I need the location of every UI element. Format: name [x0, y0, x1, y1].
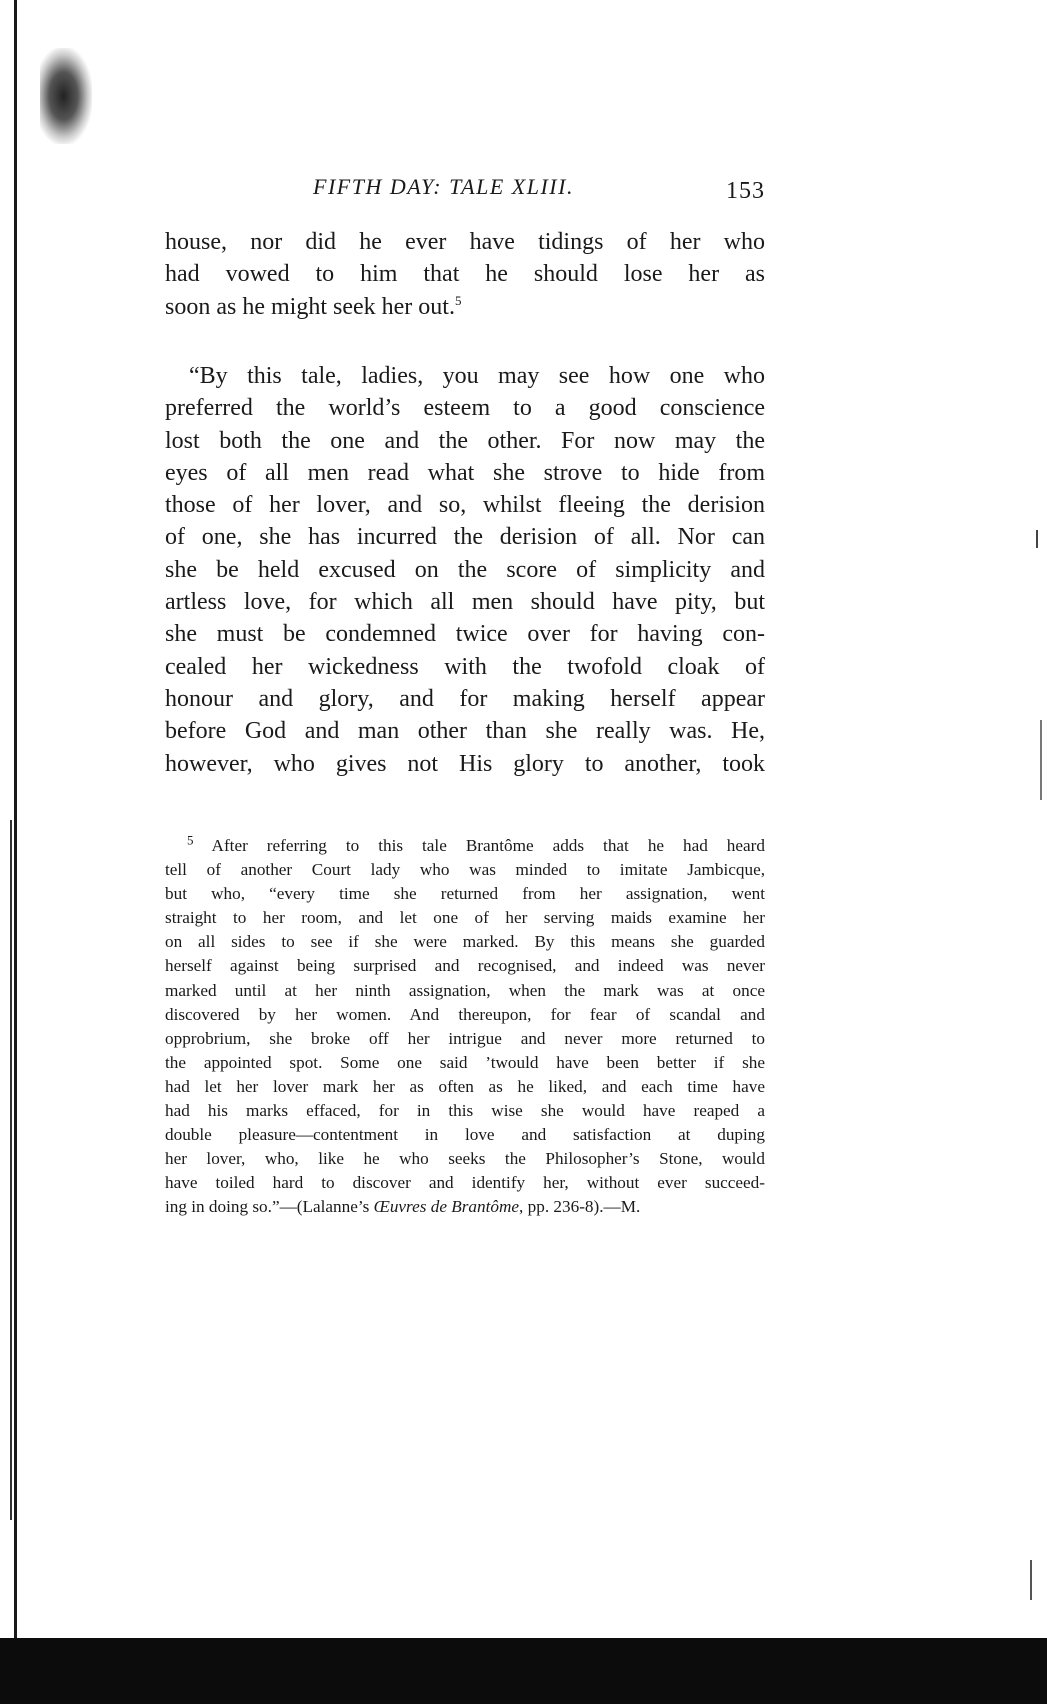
footnote-citation-title: Œuvres de Brantôme — [373, 1197, 520, 1217]
footnote-line — [165, 834, 765, 858]
footnote-reference[interactable]: 5 — [454, 292, 462, 308]
running-title: FIFTH DAY: TALE XLIII. — [313, 174, 574, 199]
scan-mark — [1040, 720, 1042, 800]
text-line: had vowed to him that he should lose her as — [165, 261, 765, 288]
text-line: she must be condemned twice over for having con- — [165, 621, 765, 648]
footnote-line: tell of another Court lady who was minded to imitate Jambicque, — [165, 860, 765, 880]
footnote-line — [165, 1195, 765, 1219]
text-line: cealed her wickedness with the twofold cloak of — [165, 653, 765, 680]
scan-bottom-band — [0, 1638, 1047, 1704]
footnote-line: but who, “every time she returned from her assignation, went — [165, 884, 765, 904]
footnote — [165, 834, 765, 1220]
text-line: she be held excused on the score of simplicity and — [165, 556, 765, 583]
footnote-line: discovered by her women. And thereupon, for fear of scandal and — [165, 1004, 765, 1024]
page-number: 153 — [726, 178, 765, 204]
text-line: of one, she has incurred the derision of all. Nor can — [165, 524, 765, 551]
footnote-line: had his marks effaced, for in this wise she would have reaped a — [165, 1101, 765, 1121]
footnote-line: the appointed spot. Some one said ’twould have been better if she — [165, 1052, 765, 1072]
footnote-line: on all sides to see if she were marked. By this means she guarded — [165, 932, 765, 952]
text-line: artless love, for which all men should have pity, but — [165, 589, 765, 616]
paragraph-2 — [165, 360, 765, 780]
text-line: those of her lover, and so, whilst fleeing the derision — [165, 492, 765, 519]
text-line: before God and man other than she really was. He, — [165, 718, 765, 745]
footnote-line-text: After referring to this tale Brantôme adds that he had heard — [211, 836, 765, 855]
text-line: honour and glory, and for making herself appear — [165, 685, 765, 712]
text-line: eyes of all men read what she strove to hide from — [165, 459, 765, 486]
footnote-citation-pre: ing in doing so.”—(Lalanne’s — [165, 1197, 374, 1217]
scan-mark — [1030, 1560, 1032, 1600]
running-head — [165, 170, 765, 210]
footnote-line: opprobrium, she broke off her intrigue and never more returned to — [165, 1028, 765, 1048]
text-line: preferred the world’s esteem to a good conscience — [165, 395, 765, 422]
footnote-line: marked until at her ninth assignation, when the mark was at once — [165, 980, 765, 1000]
footnote-line: have toiled hard to discover and identify her, without ever succeed- — [165, 1173, 765, 1193]
footnote-marker: 5 — [187, 832, 194, 848]
text-line: lost both the one and the other. For now may the — [165, 427, 765, 454]
text-line — [165, 291, 765, 323]
paragraph-1 — [165, 226, 765, 323]
footnote-line: herself against being surprised and recognised, and indeed was never — [165, 956, 765, 976]
scan-mark — [1036, 530, 1038, 548]
text-line: “By this tale, ladies, you may see how one who — [189, 363, 765, 389]
text-line: house, nor did he ever have tidings of her who — [165, 229, 765, 255]
footnote-line: her lover, who, like he who seeks the Philosopher’s Stone, would — [165, 1149, 765, 1169]
footnote-line: had let her lover mark her as often as he liked, and each time have — [165, 1076, 765, 1096]
scan-edge-line-inner — [10, 820, 12, 1520]
scan-edge-line — [14, 0, 17, 1640]
footnote-citation-post: , pp. 236-8).—M. — [519, 1197, 641, 1217]
footnote-line: straight to her room, and let one of her serving maids examine her — [165, 908, 765, 928]
footnote-line: double pleasure—contentment in love and satisfaction at duping — [165, 1125, 765, 1145]
scan-blot — [40, 48, 92, 144]
text-line-content: soon as he might seek her out. — [165, 293, 455, 320]
text-line: however, who gives not His glory to another, took — [165, 750, 765, 777]
